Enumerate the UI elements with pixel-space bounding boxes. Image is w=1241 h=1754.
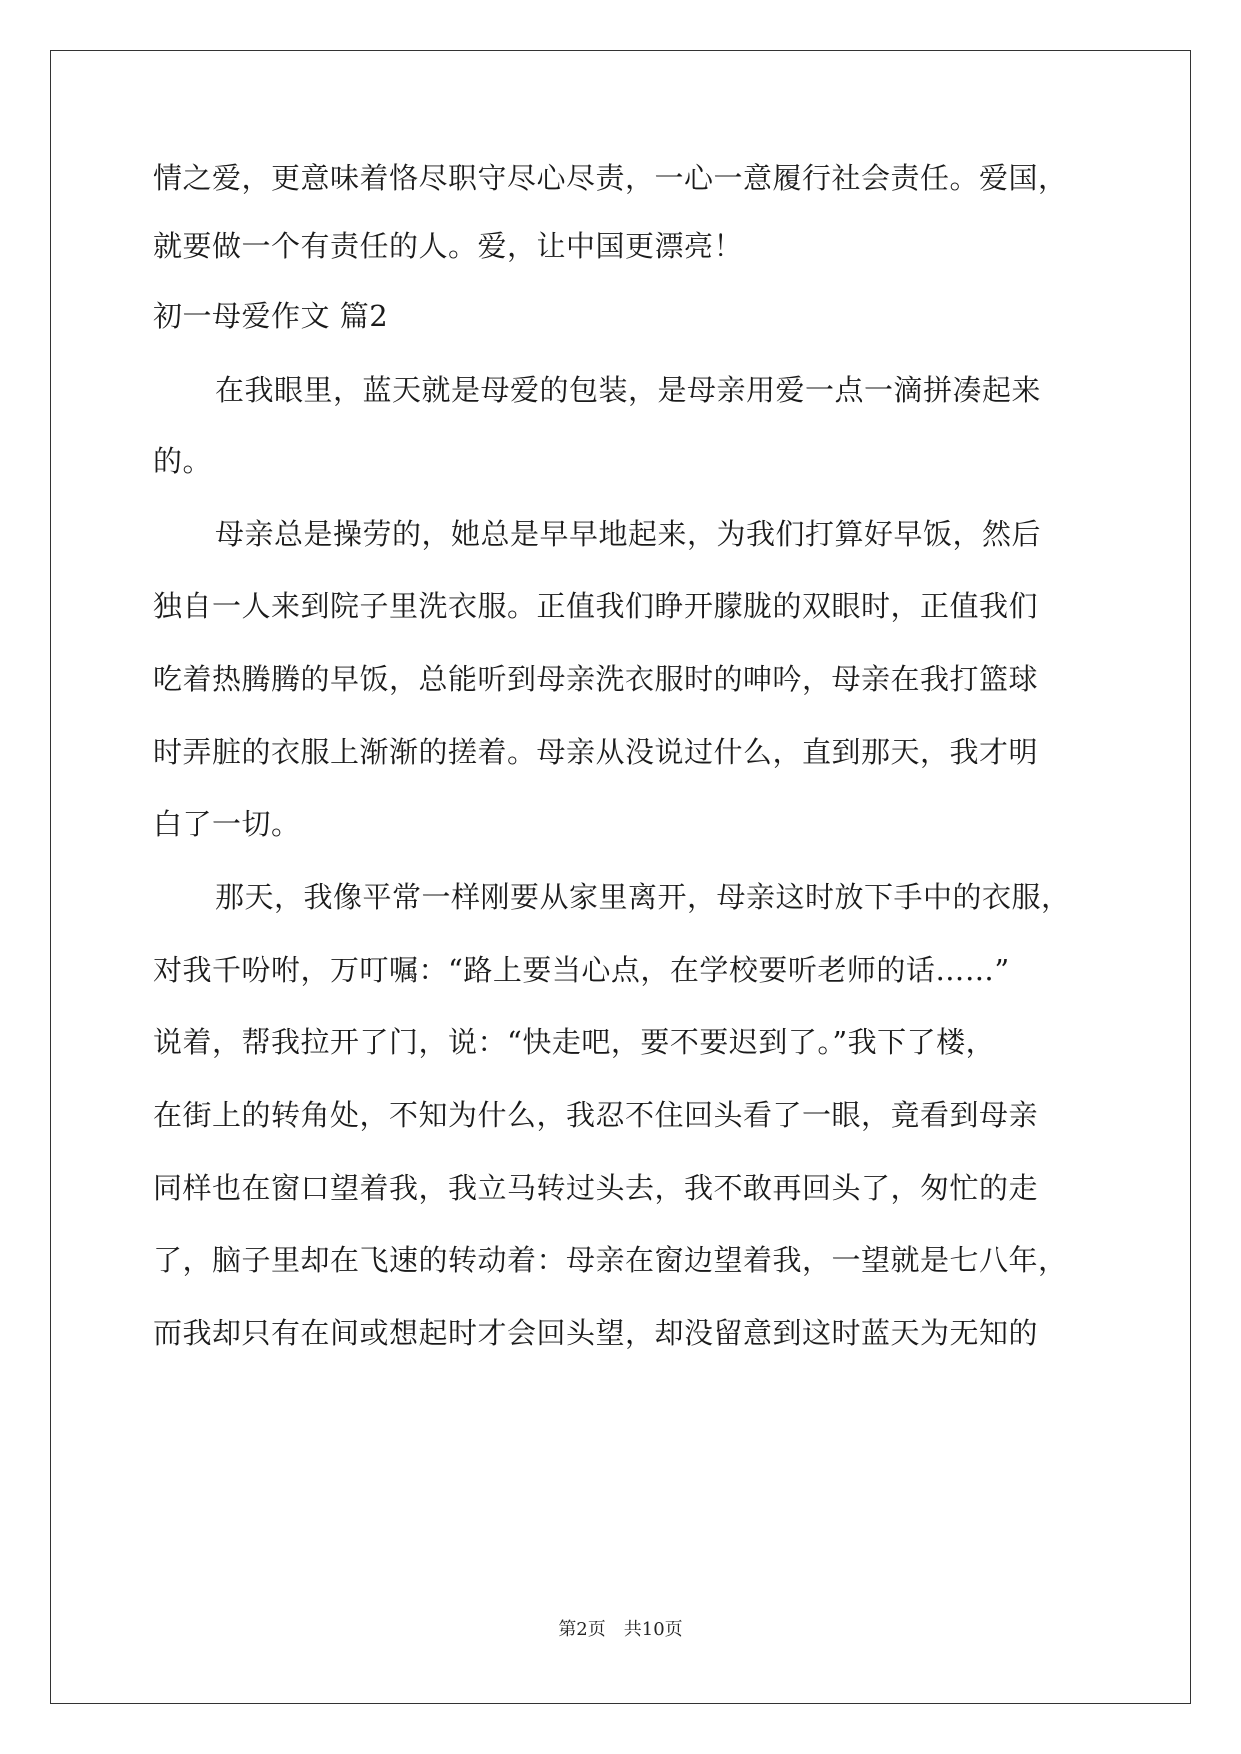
paragraph-2-line-3: 吃着热腾腾的早饭，总能听到母亲洗衣服时的呻吟，母亲在我打篮球 [153, 662, 1039, 696]
paragraph-2-line-1: 母亲总是操劳的，她总是早早地起来，为我们打算好早饭，然后 [215, 517, 1042, 551]
body-line-1: 情之爱，更意味着恪尽职守尽心尽责，一心一意履行社会责任。爱国， [153, 161, 1068, 195]
paragraph-3-line-1: 那天，我像平常一样刚要从家里离开，母亲这时放下手中的衣服， [215, 880, 1071, 914]
section-heading: 初一母爱作文 篇2 [153, 299, 389, 333]
paragraph-3-line-3: 说着，帮我拉开了门，说：“快走吧，要不要迟到了。”我下了楼， [153, 1025, 996, 1059]
body-line-2: 就要做一个有责任的人。爱，让中国更漂亮！ [153, 229, 744, 263]
paragraph-3-line-7: 而我却只有在间或想起时才会回头望，却没留意到这时蓝天为无知的 [153, 1316, 1039, 1350]
paragraph-2-line-4: 时弄脏的衣服上渐渐的搓着。母亲从没说过什么，直到那天，我才明 [153, 735, 1039, 769]
paragraph-3-line-2: 对我千吩咐，万叮嘱：“路上要当心点，在学校要听老师的话……” [153, 953, 1010, 987]
paragraph-3-line-4: 在街上的转角处，不知为什么，我忍不住回头看了一眼，竟看到母亲 [153, 1098, 1039, 1132]
paragraph-3-line-6: 了，脑子里却在飞速的转动着：母亲在窗边望着我，一望就是七八年， [153, 1243, 1068, 1277]
paragraph-1-line-1: 在我眼里，蓝天就是母爱的包装，是母亲用爱一点一滴拼凑起来 [215, 373, 1042, 407]
paragraph-3-line-5: 同样也在窗口望着我，我立马转过头去，我不敢再回头了，匆忙的走 [153, 1171, 1039, 1205]
paragraph-2-line-5: 白了一切。 [153, 807, 301, 841]
paragraph-1-line-2: 的。 [153, 444, 213, 478]
page-number-footer: 第2页 共10页 [558, 1619, 683, 1640]
paragraph-2-line-2: 独自一人来到院子里洗衣服。正值我们睁开朦胧的双眼时，正值我们 [153, 589, 1039, 623]
